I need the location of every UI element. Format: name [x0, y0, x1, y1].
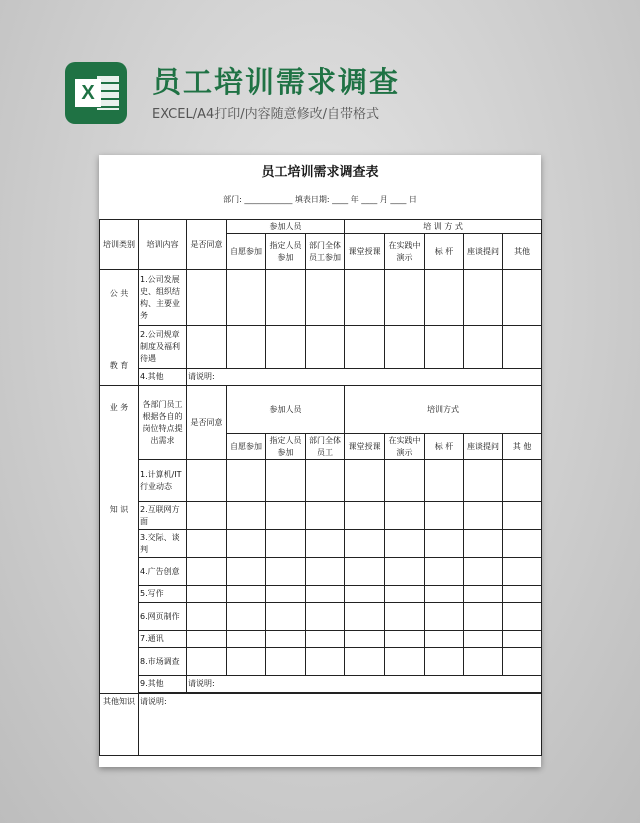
cell[interactable] [345, 586, 385, 603]
cell[interactable] [227, 558, 266, 586]
cell[interactable] [306, 603, 345, 631]
cell[interactable] [187, 631, 227, 648]
cell[interactable] [425, 460, 464, 502]
cell[interactable] [503, 558, 542, 586]
cell[interactable] [266, 586, 306, 603]
cell[interactable] [503, 586, 542, 603]
header-method: 培 训 方 式 [345, 220, 542, 234]
cell[interactable] [385, 460, 425, 502]
cell[interactable] [266, 502, 306, 530]
method-col: 在实践中演示 [385, 434, 425, 460]
cell[interactable] [425, 631, 464, 648]
participant-col: 自愿参加 [227, 234, 266, 270]
cell[interactable] [345, 530, 385, 558]
cell[interactable] [187, 648, 227, 676]
cell[interactable] [345, 502, 385, 530]
knowledge-label: 知 识 [109, 505, 129, 514]
cell[interactable] [345, 558, 385, 586]
cell[interactable] [503, 326, 542, 369]
cell[interactable] [464, 502, 503, 530]
day-label: 日 [408, 195, 417, 204]
cell[interactable] [464, 326, 503, 369]
cell[interactable] [385, 326, 425, 369]
document-meta: 部门: ____________ 填表日期: ____ 年 ____ 月 ____ 日 [223, 195, 417, 204]
cell[interactable] [187, 603, 227, 631]
business-item: 5.写作 [139, 586, 187, 603]
cell[interactable] [187, 460, 227, 502]
cell[interactable] [385, 502, 425, 530]
cell[interactable] [385, 558, 425, 586]
cell[interactable] [345, 631, 385, 648]
cell[interactable] [187, 270, 227, 326]
cell[interactable] [187, 502, 227, 530]
cell[interactable] [266, 530, 306, 558]
cell[interactable] [385, 270, 425, 326]
method-col: 其他 [503, 234, 542, 270]
header2-participants: 参加人员 [227, 386, 345, 434]
cell[interactable] [425, 502, 464, 530]
cell[interactable] [266, 603, 306, 631]
document-title: 员工培训需求调查表 [261, 165, 379, 180]
cell[interactable] [227, 603, 266, 631]
cell[interactable] [227, 631, 266, 648]
cell[interactable] [464, 270, 503, 326]
cell[interactable] [266, 648, 306, 676]
method-col: 标 杆 [425, 434, 464, 460]
business-item: 8.市场调查 [139, 648, 187, 676]
cell[interactable] [187, 326, 227, 369]
cell[interactable] [464, 648, 503, 676]
cell[interactable] [385, 586, 425, 603]
cell[interactable] [425, 270, 464, 326]
cell[interactable] [266, 326, 306, 369]
cell[interactable] [385, 603, 425, 631]
business-other: 9.其他 [139, 676, 187, 693]
cell[interactable] [503, 270, 542, 326]
business-item: 6.网页制作 [139, 603, 187, 631]
banner [0, 0, 640, 150]
cell[interactable] [187, 558, 227, 586]
method-col: 课堂授课 [345, 434, 385, 460]
business-item: 4.广告创意 [139, 558, 187, 586]
cell[interactable] [266, 631, 306, 648]
public-label: 公 共 [109, 289, 129, 298]
cell[interactable] [266, 460, 306, 502]
cell[interactable] [503, 502, 542, 530]
public-item: 2.公司规章制度及福利待遇 [139, 326, 187, 369]
cell[interactable] [345, 460, 385, 502]
cell[interactable] [464, 631, 503, 648]
cell[interactable] [425, 530, 464, 558]
business-explain[interactable]: 请说明: [187, 676, 542, 693]
page-subtitle: EXCEL/A4打印/内容随意修改/自带格式 [152, 107, 380, 122]
header2-consent: 是否同意 [187, 386, 227, 460]
cell[interactable] [385, 631, 425, 648]
month-label: 月 [379, 195, 388, 204]
cell[interactable] [306, 586, 345, 603]
cell[interactable] [345, 326, 385, 369]
cell[interactable] [306, 270, 345, 326]
cell[interactable] [306, 530, 345, 558]
cell[interactable] [425, 603, 464, 631]
method-col: 课堂授课 [345, 234, 385, 270]
method-col: 座谈提问 [464, 234, 503, 270]
cell[interactable] [345, 603, 385, 631]
cell[interactable] [464, 530, 503, 558]
cell[interactable] [345, 648, 385, 676]
participant-col: 自愿参加 [227, 434, 266, 460]
cell[interactable] [266, 270, 306, 326]
cell[interactable] [187, 530, 227, 558]
header-consent: 是否同意 [187, 220, 227, 270]
header-content: 培训内容 [139, 220, 187, 270]
public-category [100, 270, 139, 386]
method-col: 标 杆 [425, 234, 464, 270]
cell[interactable] [503, 460, 542, 502]
year-label: 年 [350, 195, 359, 204]
cell[interactable] [306, 631, 345, 648]
cell[interactable] [187, 586, 227, 603]
cell[interactable] [503, 648, 542, 676]
cell[interactable] [227, 270, 266, 326]
business-item: 1.计算机/IT行业动态 [139, 460, 187, 502]
method-col: 其 他 [503, 434, 542, 460]
method-col: 座谈提问 [464, 434, 503, 460]
cell[interactable] [503, 603, 542, 631]
cell[interactable] [306, 326, 345, 369]
cell[interactable] [266, 558, 306, 586]
cell[interactable] [425, 648, 464, 676]
cell[interactable] [306, 558, 345, 586]
cell[interactable] [464, 603, 503, 631]
business-item: 7.通讯 [139, 631, 187, 648]
cell[interactable] [227, 460, 266, 502]
cell[interactable] [464, 558, 503, 586]
cell[interactable] [464, 460, 503, 502]
cell[interactable] [345, 270, 385, 326]
cell[interactable] [227, 648, 266, 676]
public-explain[interactable]: 请说明: [187, 369, 542, 386]
dept-label: 部门: [223, 195, 242, 204]
business-item: 3.交际、谈判 [139, 530, 187, 558]
cell[interactable] [227, 326, 266, 369]
education-label: 教 育 [109, 361, 129, 370]
cell[interactable] [425, 586, 464, 603]
cell[interactable] [227, 502, 266, 530]
cell[interactable] [385, 530, 425, 558]
cell[interactable] [385, 648, 425, 676]
participant-col: 指定人员参加 [266, 434, 306, 460]
cell[interactable] [425, 558, 464, 586]
survey-table [99, 219, 542, 756]
business-label: 业 务 [109, 403, 129, 412]
date-label: 填表日期: [294, 195, 330, 204]
cell[interactable] [227, 530, 266, 558]
other-knowledge-explain[interactable]: 请说明: [139, 694, 542, 756]
excel-logo-icon [65, 62, 127, 124]
method-col: 在实践中演示 [385, 234, 425, 270]
cell[interactable] [464, 586, 503, 603]
cell[interactable] [306, 502, 345, 530]
business-category [100, 386, 139, 694]
participant-col: 部门全体员工 [306, 434, 345, 460]
cell[interactable] [503, 631, 542, 648]
cell[interactable] [227, 586, 266, 603]
header-participants: 参加人员 [227, 220, 345, 234]
cell[interactable] [503, 530, 542, 558]
header2-content: 各部门员工根据各自的岗位特点提出需求 [139, 386, 187, 460]
cell[interactable] [425, 326, 464, 369]
public-item: 1.公司发展史、组织结构、主要业务 [139, 270, 187, 326]
excel-letter: X [75, 79, 101, 107]
page-title: 员工培训需求调查 [152, 65, 401, 99]
participant-col: 部门全体员工参加 [306, 234, 345, 270]
header2-method: 培训方式 [345, 386, 542, 434]
public-other: 4.其他 [139, 369, 187, 386]
cell[interactable] [306, 460, 345, 502]
other-knowledge-label: 其他知识 [100, 694, 139, 756]
document-preview [99, 155, 541, 767]
participant-col: 指定人员参加 [266, 234, 306, 270]
header-category: 培训类别 [100, 220, 139, 270]
cell[interactable] [306, 648, 345, 676]
business-item: 2.互联网方面 [139, 502, 187, 530]
